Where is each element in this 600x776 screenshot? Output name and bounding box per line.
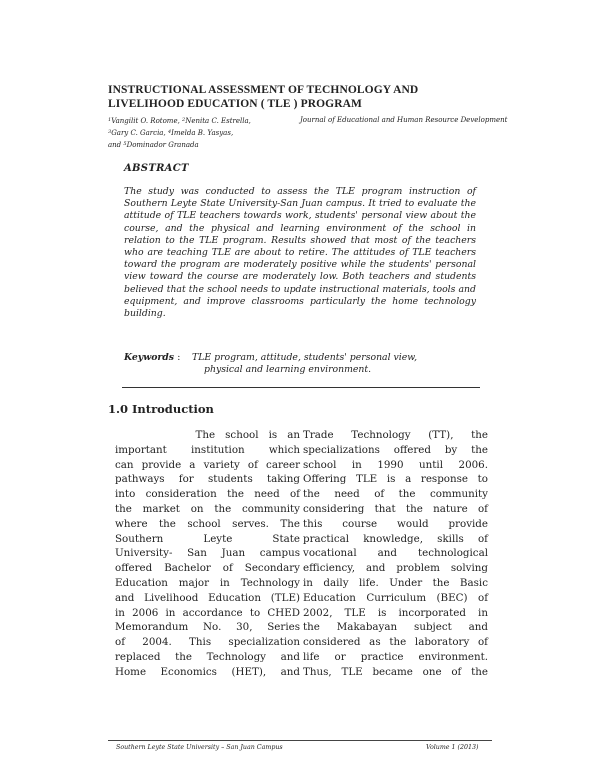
footer-divider: [108, 740, 492, 741]
text-line: considered as the laboratory of: [303, 636, 488, 649]
author-5: Dominador Granada: [126, 141, 199, 149]
text-line: into consideration the need of: [115, 488, 300, 501]
text-line: important institution which: [115, 443, 300, 456]
text-line: Offering TLE is a response to: [303, 473, 488, 486]
text-line: where the school serves. The: [115, 517, 300, 530]
text-line: efficiency, and problem solving: [303, 562, 488, 575]
text-line: the Makabayan subject and: [303, 621, 488, 634]
author-3-number: 3: [108, 129, 112, 135]
text-line: specializations offered by the: [303, 443, 488, 456]
keywords-line-2: physical and learning environment.: [204, 364, 372, 376]
text-line: Education major in Technology: [115, 576, 300, 589]
text-line: University- San Juan campus: [115, 547, 300, 560]
author-5-number: 5: [123, 141, 127, 147]
keywords-line-1: TLE program, attitude, students' personal view,: [192, 352, 418, 363]
keywords-separator: :: [177, 352, 181, 363]
paper-title: [108, 83, 468, 111]
author-2: Nenita C. Estrella,: [185, 117, 251, 125]
text-line: practical knowledge, skills of: [303, 532, 488, 545]
text-line: in daily life. Under the Basic: [303, 576, 488, 589]
text-line: pathways for students taking: [115, 473, 300, 486]
keywords-text: [192, 352, 462, 376]
author-1-number: 1: [108, 117, 112, 123]
keywords-label: [124, 352, 192, 364]
text-line: life or practice environment.: [303, 650, 488, 663]
abstract-heading: ABSTRACT: [124, 163, 189, 174]
journal-name: Journal of Educational and Human Resource Development: [300, 116, 508, 124]
author-list: [108, 115, 251, 151]
text-line: the need of the community: [303, 488, 488, 501]
text-line: The school is an: [115, 429, 300, 441]
text-line: vocational and technological: [303, 547, 488, 560]
footer-volume: Volume 1 (2013): [426, 744, 479, 751]
text-line: Southern Leyte State: [115, 532, 300, 545]
text-line: and Livelihood Education (TLE): [115, 591, 300, 604]
author-3: Gary C. Garcia,: [111, 129, 168, 137]
author-4-number: 4: [167, 129, 172, 135]
keywords-block: [124, 352, 476, 376]
text-line: offered Bachelor of Secondary: [115, 562, 300, 575]
keywords-divider: [122, 387, 480, 388]
title-line-2: LIVELIHOOD EDUCATION ( TLE ) PROGRAM: [108, 98, 362, 110]
abstract-body: The study was conducted to assess the TLE program instruction of Southern Leyte State University-San Juan campus. It tried to evaluate the attitude of TLE teachers towards work, students' personal view about the course, and the physical and learning environment of the school in relation to the TLE program. Results showed that most of the teachers who are teaching TLE are about to retire. The attitudes of TLE teachers toward the program are moderately positive while the students' personal view toward the course are moderately low. Both teachers and students believed that the school needs to update instructional materials, tools and equipment, and improve classrooms particularly the home technology building.: [124, 186, 476, 320]
text-line: considering that the nature of: [303, 502, 488, 515]
text-line: of 2004. This specialization: [115, 636, 300, 649]
title-line-1: INSTRUCTIONAL ASSESSMENT OF TECHNOLOGY AND: [108, 84, 419, 96]
text-line: can provide a variety of career: [115, 458, 300, 471]
text-line: in 2006 in accordance to CHED: [115, 606, 300, 619]
section-heading: 1.0 Introduction: [108, 402, 214, 416]
intro-right-column: [303, 428, 488, 680]
footer-university: Southern Leyte State University – San Juan Campus: [116, 744, 283, 751]
keywords-label-text: Keywords: [124, 352, 175, 363]
text-line: Thus, TLE became one of the: [303, 665, 488, 678]
text-line: school in 1990 until 2006.: [303, 458, 488, 471]
text-line: Trade Technology (TT), the: [303, 429, 488, 441]
author-5-prefix: and: [108, 141, 124, 149]
text-line: Education Curriculum (BEC) of: [303, 591, 488, 604]
author-4: Imelda B. Yasyas,: [171, 129, 234, 137]
text-line: 2002, TLE is incorporated in: [303, 606, 488, 619]
author-1: Vangilit O. Rotome,: [111, 117, 183, 125]
intro-left-column: [115, 428, 300, 680]
text-line: the market on the community: [115, 502, 300, 515]
text-line: Home Economics (HET), and: [115, 665, 300, 678]
text-line: this course would provide: [303, 517, 488, 530]
author-2-number: 2: [182, 117, 186, 123]
text-line: Memorandum No. 30, Series: [115, 621, 300, 634]
text-line: replaced the Technology and: [115, 650, 300, 663]
